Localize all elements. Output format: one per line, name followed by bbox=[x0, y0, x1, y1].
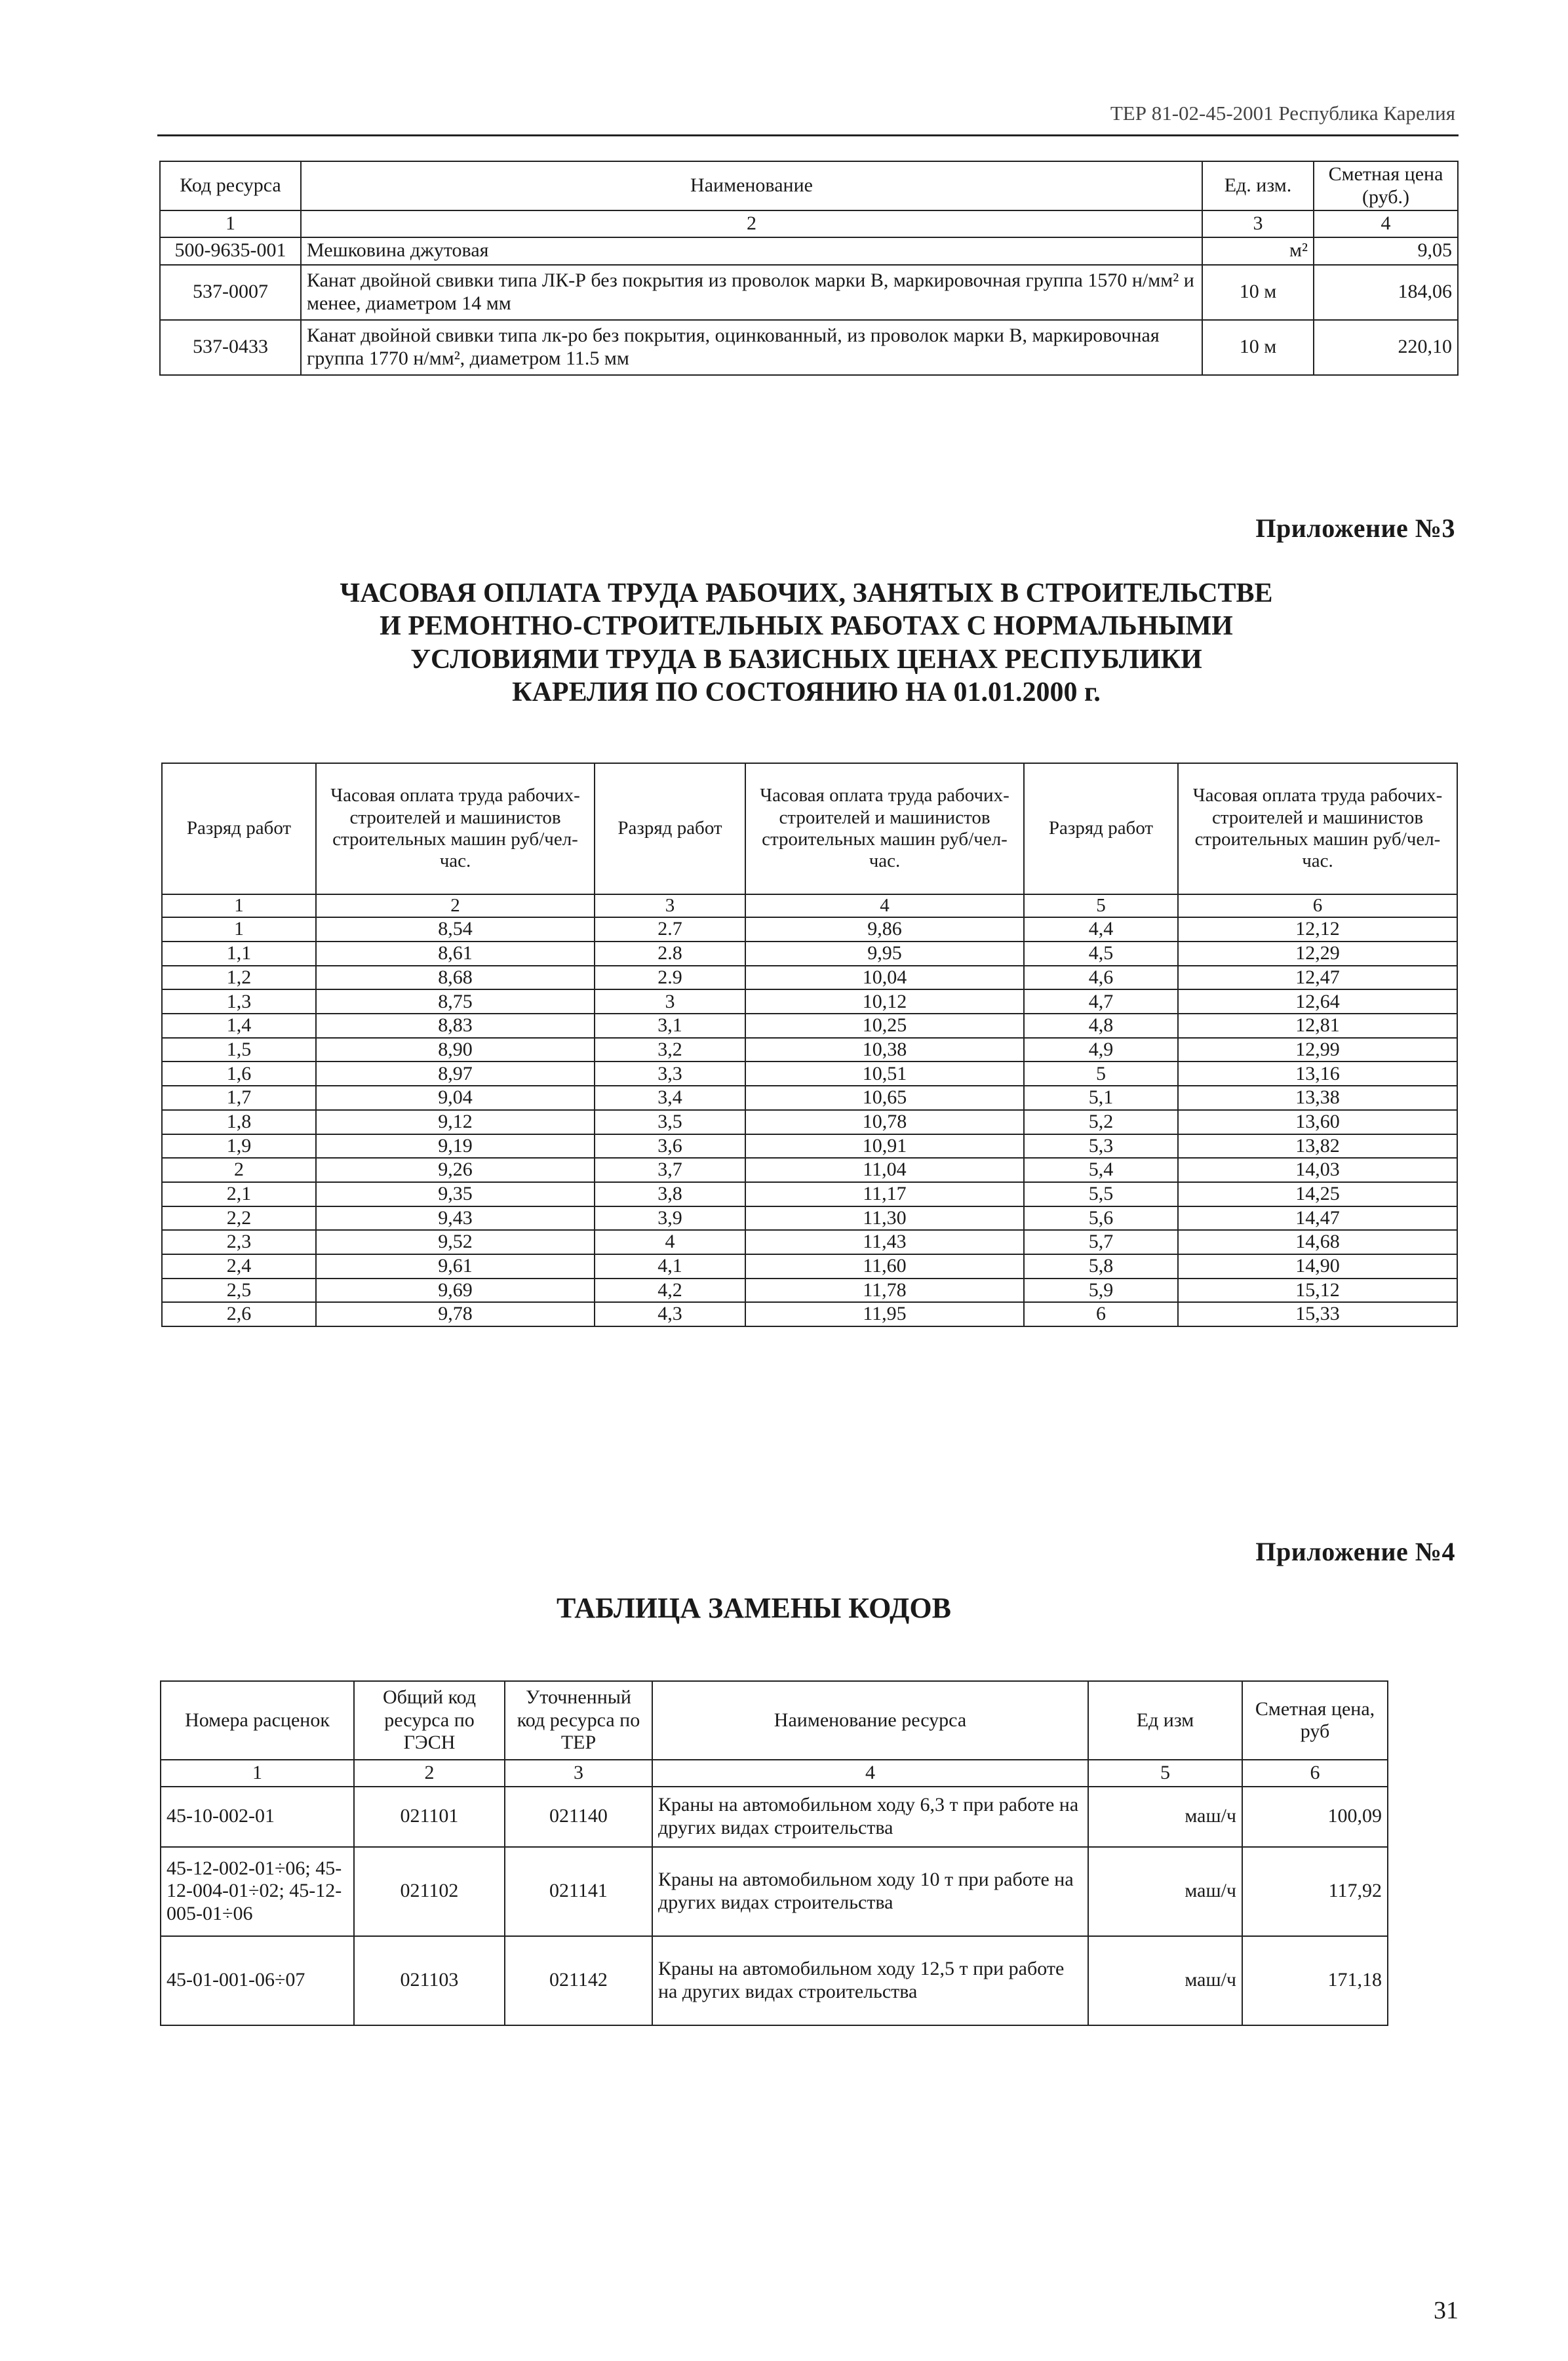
resource-unit: маш/ч bbox=[1088, 1936, 1242, 2025]
title-line: УСЛОВИЯМИ ТРУДА В БАЗИСНЫХ ЦЕНАХ РЕСПУБЛИКИ bbox=[410, 644, 1202, 675]
title-line: КАРЕЛИЯ ПО СОСТОЯНИЮ НА 01.01.2000 г. bbox=[512, 677, 1101, 708]
table-row bbox=[162, 989, 1457, 1014]
table-row bbox=[162, 1110, 1457, 1134]
table-row bbox=[162, 1086, 1457, 1110]
column-number: 4 bbox=[1314, 210, 1458, 237]
grade-cell: 2,6 bbox=[162, 1302, 316, 1326]
pay-cell: 15,12 bbox=[1178, 1279, 1457, 1303]
header-cell: Уточненный код ресурса по ТЕР bbox=[505, 1681, 652, 1760]
column-number: 2 bbox=[354, 1760, 505, 1787]
rate-numbers: 45-01-001-06÷07 bbox=[161, 1936, 354, 2025]
grade-cell: 2.7 bbox=[595, 917, 745, 942]
resources-table bbox=[159, 161, 1459, 376]
pay-cell: 11,17 bbox=[745, 1182, 1024, 1206]
header-cell: Общий код ресурса по ГЭСН bbox=[354, 1681, 505, 1760]
table-row bbox=[162, 1254, 1457, 1279]
pay-cell: 10,04 bbox=[745, 966, 1024, 990]
column-number-row bbox=[160, 210, 1458, 237]
pay-cell: 10,25 bbox=[745, 1014, 1024, 1038]
pay-cell: 9,69 bbox=[316, 1279, 595, 1303]
grade-cell: 4,8 bbox=[1024, 1014, 1178, 1038]
pay-cell: 10,12 bbox=[745, 989, 1024, 1014]
resource-name: Краны на автомобильном ходу 6,3 т при работе на других видах строительства bbox=[652, 1787, 1088, 1847]
header-cell: Ед изм bbox=[1088, 1681, 1242, 1760]
pay-cell: 8,97 bbox=[316, 1061, 595, 1086]
grade-cell: 1 bbox=[162, 917, 316, 942]
column-number: 3 bbox=[1202, 210, 1314, 237]
grade-cell: 2,2 bbox=[162, 1206, 316, 1231]
pay-cell: 14,03 bbox=[1178, 1158, 1457, 1182]
grade-cell: 4,9 bbox=[1024, 1038, 1178, 1062]
pay-cell: 14,25 bbox=[1178, 1182, 1457, 1206]
grade-cell: 4,6 bbox=[1024, 966, 1178, 990]
grade-cell: 3,4 bbox=[595, 1086, 745, 1110]
header-cell: Сметная цена, руб bbox=[1242, 1681, 1388, 1760]
pay-cell: 13,16 bbox=[1178, 1061, 1457, 1086]
pay-cell: 9,12 bbox=[316, 1110, 595, 1134]
column-number: 1 bbox=[162, 894, 316, 917]
grade-cell: 1,2 bbox=[162, 966, 316, 990]
pay-cell: 10,91 bbox=[745, 1134, 1024, 1159]
table-row bbox=[162, 1182, 1457, 1206]
table-row bbox=[161, 1787, 1388, 1847]
hourly-pay-rows bbox=[162, 917, 1457, 1326]
pay-cell: 9,26 bbox=[316, 1158, 595, 1182]
pay-cell: 10,38 bbox=[745, 1038, 1024, 1062]
resource-code: 537-0433 bbox=[160, 320, 301, 375]
pay-cell: 9,86 bbox=[745, 917, 1024, 942]
gesn-code: 021101 bbox=[354, 1787, 505, 1847]
resource-price: 171,18 bbox=[1242, 1936, 1388, 2025]
table-row bbox=[160, 320, 1458, 375]
table-row bbox=[162, 1038, 1457, 1062]
header-cell: Сметная цена (руб.) bbox=[1314, 161, 1458, 210]
grade-cell: 3,7 bbox=[595, 1158, 745, 1182]
column-number: 6 bbox=[1178, 894, 1457, 917]
grade-cell: 5,6 bbox=[1024, 1206, 1178, 1231]
pay-cell: 11,30 bbox=[745, 1206, 1024, 1231]
pay-cell: 8,75 bbox=[316, 989, 595, 1014]
pay-cell: 12,81 bbox=[1178, 1014, 1457, 1038]
gesn-code: 021102 bbox=[354, 1847, 505, 1936]
appendix-3-title bbox=[249, 577, 1363, 709]
resource-name: Канат двойной свивки типа лк-ро без покрытия, оцинкованный, из проволок марки В, маркировочная группа 1770 н/мм², диаметром 11.5 мм bbox=[301, 320, 1202, 375]
column-number: 1 bbox=[160, 210, 301, 237]
pay-cell: 11,43 bbox=[745, 1230, 1024, 1254]
resource-name: Краны на автомобильном ходу 12,5 т при работе на других видах строительства bbox=[652, 1936, 1088, 2025]
ter-code: 021141 bbox=[505, 1847, 652, 1936]
header-pay: Часовая оплата труда рабочих-строителей и машинистов строительных машин руб/чел-час. bbox=[745, 763, 1024, 894]
pay-cell: 9,61 bbox=[316, 1254, 595, 1279]
grade-cell: 1,8 bbox=[162, 1110, 316, 1134]
table-row bbox=[162, 917, 1457, 942]
pay-cell: 13,38 bbox=[1178, 1086, 1457, 1110]
column-number-row bbox=[162, 894, 1457, 917]
grade-cell: 5,4 bbox=[1024, 1158, 1178, 1182]
table-row bbox=[162, 1158, 1457, 1182]
hourly-pay-table bbox=[161, 763, 1458, 1327]
pay-cell: 11,78 bbox=[745, 1279, 1024, 1303]
grade-cell: 4,7 bbox=[1024, 989, 1178, 1014]
grade-cell: 1,9 bbox=[162, 1134, 316, 1159]
table-row bbox=[162, 1061, 1457, 1086]
grade-cell: 5 bbox=[1024, 1061, 1178, 1086]
grade-cell: 2 bbox=[162, 1158, 316, 1182]
pay-cell: 8,90 bbox=[316, 1038, 595, 1062]
grade-cell: 2.9 bbox=[595, 966, 745, 990]
column-number: 6 bbox=[1242, 1760, 1388, 1787]
grade-cell: 3,2 bbox=[595, 1038, 745, 1062]
grade-cell: 2,1 bbox=[162, 1182, 316, 1206]
header-pay: Часовая оплата труда рабочих-строителей и машинистов строительных машин руб/чел-час. bbox=[1178, 763, 1457, 894]
header-cell: Наименование ресурса bbox=[652, 1681, 1088, 1760]
ter-code: 021142 bbox=[505, 1936, 652, 2025]
pay-cell: 8,68 bbox=[316, 966, 595, 990]
title-line: ЧАСОВАЯ ОПЛАТА ТРУДА РАБОЧИХ, ЗАНЯТЫХ В СТРОИТЕЛЬСТВЕ bbox=[340, 578, 1273, 608]
grade-cell: 3,9 bbox=[595, 1206, 745, 1231]
pay-cell: 12,64 bbox=[1178, 989, 1457, 1014]
header-grade: Разряд работ bbox=[595, 763, 745, 894]
appendix-3-label: Приложение №3 bbox=[1255, 513, 1455, 543]
column-number: 5 bbox=[1088, 1760, 1242, 1787]
header-cell: Наименование bbox=[301, 161, 1202, 210]
resource-name: Канат двойной свивки типа ЛК-Р без покрытия из проволок марки В, маркировочная группа 1570 н/мм² и менее, диаметром 14 мм bbox=[301, 265, 1202, 320]
pay-cell: 9,19 bbox=[316, 1134, 595, 1159]
pay-cell: 8,83 bbox=[316, 1014, 595, 1038]
table-row bbox=[162, 1302, 1457, 1326]
ter-code: 021140 bbox=[505, 1787, 652, 1847]
column-number: 4 bbox=[745, 894, 1024, 917]
pay-cell: 12,47 bbox=[1178, 966, 1457, 990]
grade-cell: 5,7 bbox=[1024, 1230, 1178, 1254]
pay-cell: 8,54 bbox=[316, 917, 595, 942]
pay-cell: 11,04 bbox=[745, 1158, 1024, 1182]
rate-numbers: 45-10-002-01 bbox=[161, 1787, 354, 1847]
header-cell: Код ресурса bbox=[160, 161, 301, 210]
page-number: 31 bbox=[1434, 2297, 1459, 2324]
pay-cell: 9,35 bbox=[316, 1182, 595, 1206]
rate-numbers: 45-12-002-01÷06; 45-12-004-01÷02; 45-12-005-01÷06 bbox=[161, 1847, 354, 1936]
table-row bbox=[162, 966, 1457, 990]
grade-cell: 4,1 bbox=[595, 1254, 745, 1279]
resource-price: 220,10 bbox=[1314, 320, 1458, 375]
resource-price: 117,92 bbox=[1242, 1847, 1388, 1936]
grade-cell: 5,3 bbox=[1024, 1134, 1178, 1159]
grade-cell: 3,3 bbox=[595, 1061, 745, 1086]
grade-cell: 6 bbox=[1024, 1302, 1178, 1326]
grade-cell: 4,3 bbox=[595, 1302, 745, 1326]
table-row bbox=[161, 1847, 1388, 1936]
table-header-row bbox=[161, 1681, 1388, 1760]
table-row bbox=[161, 1936, 1388, 2025]
grade-cell: 5,1 bbox=[1024, 1086, 1178, 1110]
pay-cell: 12,29 bbox=[1178, 942, 1457, 966]
table-row bbox=[160, 237, 1458, 265]
column-number: 2 bbox=[316, 894, 595, 917]
grade-cell: 1,4 bbox=[162, 1014, 316, 1038]
column-number: 3 bbox=[595, 894, 745, 917]
grade-cell: 3,8 bbox=[595, 1182, 745, 1206]
grade-cell: 4,2 bbox=[595, 1279, 745, 1303]
resource-name: Краны на автомобильном ходу 10 т при работе на других видах строительства bbox=[652, 1847, 1088, 1936]
grade-cell: 5,8 bbox=[1024, 1254, 1178, 1279]
resource-unit: 10 м bbox=[1202, 265, 1314, 320]
running-header: ТЕР 81-02-45-2001 Республика Карелия bbox=[1110, 102, 1455, 125]
resource-unit: 10 м bbox=[1202, 320, 1314, 375]
header-grade: Разряд работ bbox=[162, 763, 316, 894]
pay-cell: 11,60 bbox=[745, 1254, 1024, 1279]
column-number: 5 bbox=[1024, 894, 1178, 917]
pay-cell: 14,47 bbox=[1178, 1206, 1457, 1231]
grade-cell: 1,3 bbox=[162, 989, 316, 1014]
pay-cell: 9,95 bbox=[745, 942, 1024, 966]
table-row bbox=[162, 1014, 1457, 1038]
pay-cell: 13,82 bbox=[1178, 1134, 1457, 1159]
table-header-row bbox=[160, 161, 1458, 210]
grade-cell: 2,4 bbox=[162, 1254, 316, 1279]
pay-cell: 12,12 bbox=[1178, 917, 1457, 942]
pay-cell: 14,68 bbox=[1178, 1230, 1457, 1254]
pay-cell: 8,61 bbox=[316, 942, 595, 966]
appendix-4-title: ТАБЛИЦА ЗАМЕНЫ КОДОВ bbox=[557, 1592, 951, 1624]
column-number: 3 bbox=[505, 1760, 652, 1787]
gesn-code: 021103 bbox=[354, 1936, 505, 2025]
pay-cell: 15,33 bbox=[1178, 1302, 1457, 1326]
grade-cell: 3,5 bbox=[595, 1110, 745, 1134]
table-row bbox=[162, 1230, 1457, 1254]
grade-cell: 1,6 bbox=[162, 1061, 316, 1086]
grade-cell: 5,5 bbox=[1024, 1182, 1178, 1206]
resource-price: 184,06 bbox=[1314, 265, 1458, 320]
grade-cell: 2,5 bbox=[162, 1279, 316, 1303]
grade-cell: 2.8 bbox=[595, 942, 745, 966]
resource-unit: м² bbox=[1202, 237, 1314, 265]
resource-price: 100,09 bbox=[1242, 1787, 1388, 1847]
header-cell: Номера расценок bbox=[161, 1681, 354, 1760]
resource-code: 537-0007 bbox=[160, 265, 301, 320]
column-number: 2 bbox=[301, 210, 1202, 237]
table-row bbox=[162, 1279, 1457, 1303]
pay-cell: 14,90 bbox=[1178, 1254, 1457, 1279]
pay-cell: 10,78 bbox=[745, 1110, 1024, 1134]
resource-unit: маш/ч bbox=[1088, 1847, 1242, 1936]
column-number: 4 bbox=[652, 1760, 1088, 1787]
resource-name: Мешковина джутовая bbox=[301, 237, 1202, 265]
resource-code: 500-9635-001 bbox=[160, 237, 301, 265]
code-replacement-table bbox=[160, 1680, 1388, 2026]
table-row bbox=[160, 265, 1458, 320]
grade-cell: 1,1 bbox=[162, 942, 316, 966]
pay-cell: 10,65 bbox=[745, 1086, 1024, 1110]
column-number: 1 bbox=[161, 1760, 354, 1787]
pay-cell: 9,52 bbox=[316, 1230, 595, 1254]
pay-cell: 12,99 bbox=[1178, 1038, 1457, 1062]
grade-cell: 3,6 bbox=[595, 1134, 745, 1159]
table-row bbox=[162, 1206, 1457, 1231]
pay-cell: 11,95 bbox=[745, 1302, 1024, 1326]
pay-cell: 9,43 bbox=[316, 1206, 595, 1231]
grade-cell: 2,3 bbox=[162, 1230, 316, 1254]
table-row bbox=[162, 942, 1457, 966]
header-cell: Ед. изм. bbox=[1202, 161, 1314, 210]
pay-cell: 10,51 bbox=[745, 1061, 1024, 1086]
table-header-row bbox=[162, 763, 1457, 894]
pay-cell: 9,04 bbox=[316, 1086, 595, 1110]
grade-cell: 1,7 bbox=[162, 1086, 316, 1110]
grade-cell: 5,2 bbox=[1024, 1110, 1178, 1134]
pay-cell: 9,78 bbox=[316, 1302, 595, 1326]
grade-cell: 4,4 bbox=[1024, 917, 1178, 942]
appendix-4-label: Приложение №4 bbox=[1255, 1537, 1455, 1566]
column-number-row bbox=[161, 1760, 1388, 1787]
resource-unit: маш/ч bbox=[1088, 1787, 1242, 1847]
pay-cell: 13,60 bbox=[1178, 1110, 1457, 1134]
grade-cell: 4 bbox=[595, 1230, 745, 1254]
grade-cell: 1,5 bbox=[162, 1038, 316, 1062]
header-pay: Часовая оплата труда рабочих-строителей и машинистов строительных машин руб/чел-час. bbox=[316, 763, 595, 894]
grade-cell: 4,5 bbox=[1024, 942, 1178, 966]
header-rule bbox=[157, 134, 1459, 136]
grade-cell: 3,1 bbox=[595, 1014, 745, 1038]
grade-cell: 5,9 bbox=[1024, 1279, 1178, 1303]
title-line: И РЕМОНТНО-СТРОИТЕЛЬНЫХ РАБОТАХ С НОРМАЛЬНЫМИ bbox=[380, 611, 1233, 642]
grade-cell: 3 bbox=[595, 989, 745, 1014]
header-grade: Разряд работ bbox=[1024, 763, 1178, 894]
resource-price: 9,05 bbox=[1314, 237, 1458, 265]
table-row bbox=[162, 1134, 1457, 1159]
